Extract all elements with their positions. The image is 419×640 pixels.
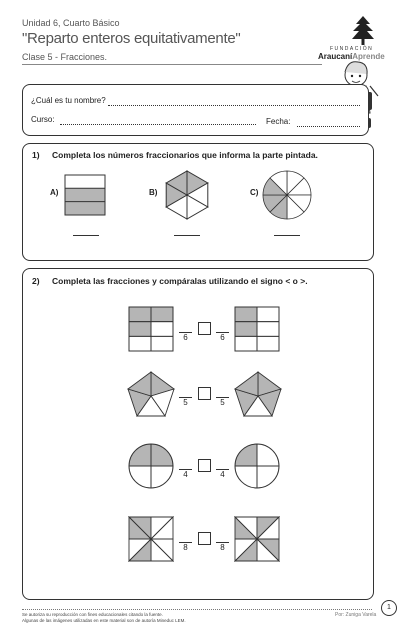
footer-author: Por: Zuniga Varela	[335, 612, 377, 618]
lesson-label: Clase 5 - Fracciones.	[22, 52, 108, 62]
grid-6-figure-right	[234, 306, 280, 352]
rectangle-fraction-figure	[64, 174, 106, 216]
header-divider	[22, 64, 322, 65]
q2-number: 2)	[32, 276, 40, 286]
footer-line-1: Se autoriza su reproducción con fines educacionales citando la fuente.	[22, 612, 163, 617]
fraction-denominator: 4	[220, 470, 225, 479]
q1-answer-a[interactable]	[73, 235, 99, 236]
fraction-denominator: 4	[183, 470, 188, 479]
square-8-figure-right	[234, 516, 280, 562]
comparison-box[interactable]	[198, 459, 211, 472]
fraction-denominator: 8	[183, 543, 188, 552]
q1-item-c-label: C)	[250, 188, 259, 197]
fraction-denominator: 8	[220, 543, 225, 552]
date-field[interactable]	[297, 126, 360, 127]
fraction-denominator: 5	[183, 398, 188, 407]
pentagon-figure-right	[232, 370, 284, 420]
hexagon-fraction-figure	[162, 170, 212, 220]
footer-line-2: Algunas de las imágenes utilizadas en este material son de autoría Mineduc LEM.	[22, 618, 186, 623]
logo-top-text: FUNDACIÓN	[330, 46, 374, 52]
circle-4-figure-right	[234, 443, 280, 489]
pentagon-figure-left	[125, 370, 177, 420]
page-title: "Reparto enteros equitativamente"	[22, 30, 241, 47]
name-label: ¿Cuál es tu nombre?	[31, 96, 106, 105]
course-field[interactable]	[60, 124, 256, 125]
circle-8-fraction-figure	[262, 170, 312, 220]
q1-item-b-label: B)	[149, 188, 158, 197]
page-number: 1	[381, 600, 397, 616]
q1-answer-b[interactable]	[174, 235, 200, 236]
course-label: Curso:	[31, 115, 55, 124]
fraction-denominator: 5	[220, 398, 225, 407]
footer-divider	[22, 609, 372, 610]
comparison-box[interactable]	[198, 387, 211, 400]
date-label: Fecha:	[266, 117, 291, 126]
q1-answer-c[interactable]	[274, 235, 300, 236]
grid-6-figure-left	[128, 306, 174, 352]
unit-label: Unidad 6, Cuarto Básico	[22, 18, 120, 28]
fraction-denominator: 6	[183, 333, 188, 342]
fraction-denominator: 6	[220, 333, 225, 342]
square-8-figure-left	[128, 516, 174, 562]
comparison-box[interactable]	[198, 532, 211, 545]
student-info-box	[22, 84, 369, 136]
circle-4-figure-left	[128, 443, 174, 489]
question-2-box	[22, 268, 374, 600]
name-field[interactable]	[108, 105, 360, 106]
q1-item-a-label: A)	[50, 188, 59, 197]
q2-text: Completa las fracciones y compáralas utilizando el signo < o >.	[52, 276, 308, 286]
q1-number: 1)	[32, 150, 40, 160]
q1-text: Completa los números fraccionarios que informa la parte pintada.	[52, 150, 318, 160]
comparison-box[interactable]	[198, 322, 211, 335]
logo-name: AraucaníAprende	[318, 52, 385, 61]
